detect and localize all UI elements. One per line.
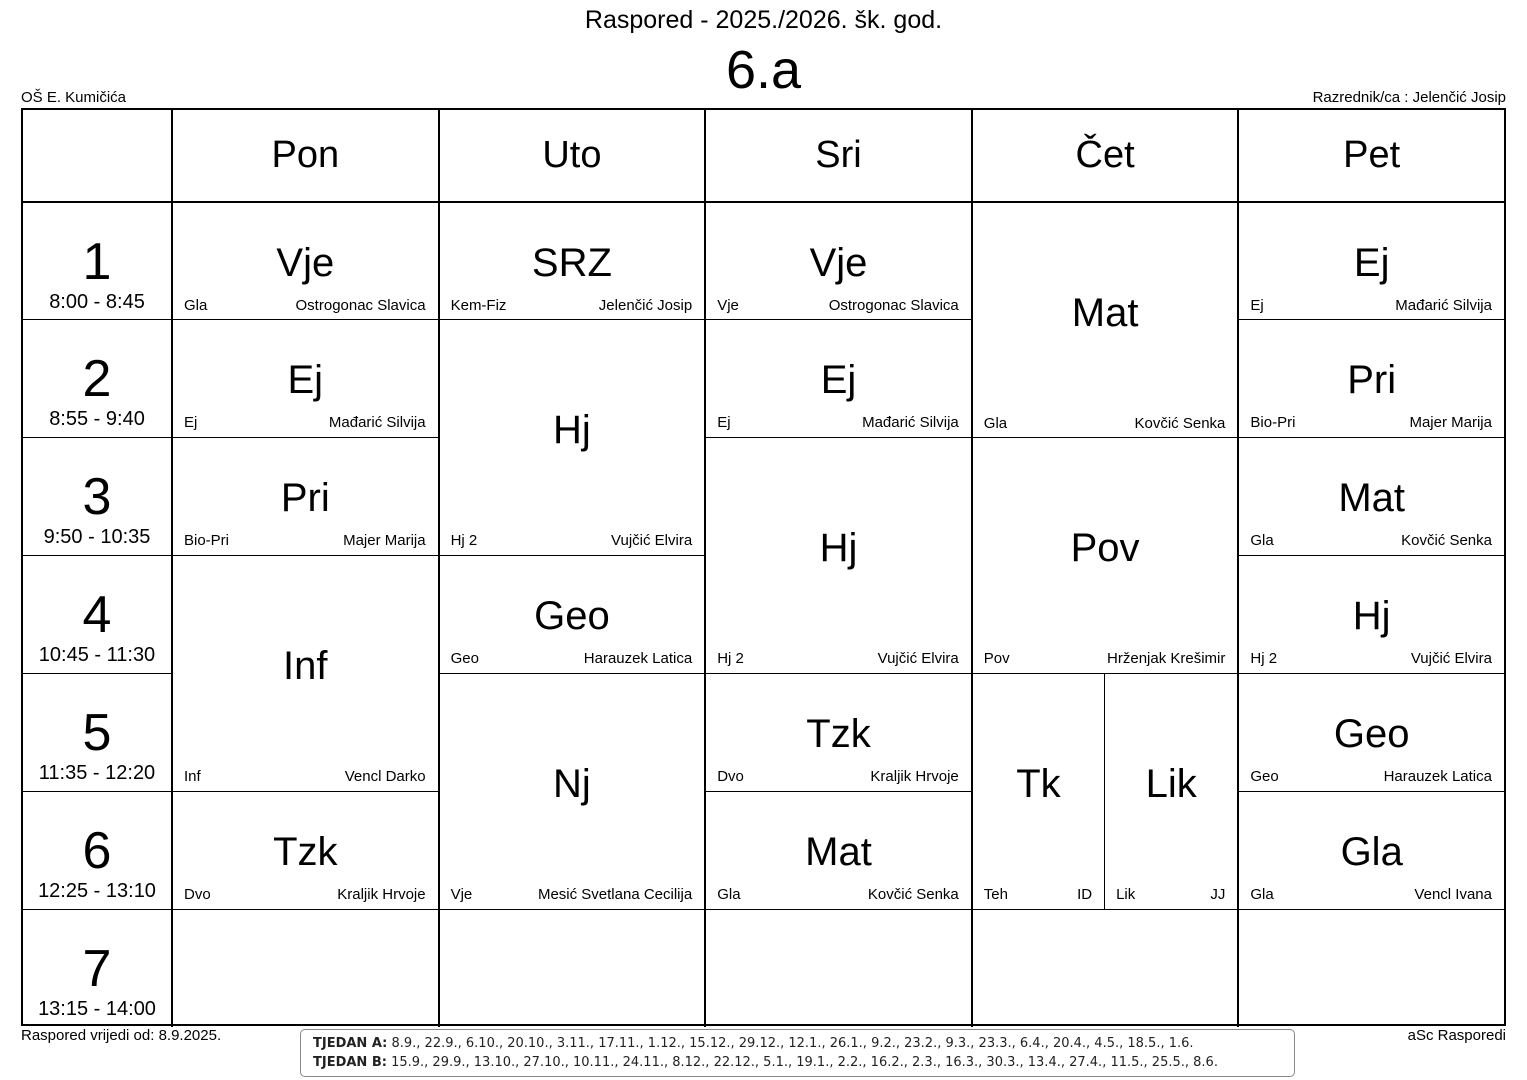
period-time: 12:25 - 13:10 — [38, 880, 156, 902]
lesson-subject: Mat — [1338, 476, 1406, 520]
lesson-subject: Tzk — [273, 830, 338, 874]
lesson-group: Ej — [717, 414, 731, 431]
empty-slot — [171, 909, 438, 1027]
lesson-teacher: Vencl Darko — [344, 768, 426, 785]
lesson-card — [1104, 673, 1237, 909]
day-header-4: Pet — [1237, 110, 1504, 201]
lesson-subject: Ej — [1353, 241, 1390, 285]
period-number: 4 — [82, 586, 112, 644]
lesson-card — [438, 673, 705, 909]
period-number: 5 — [82, 704, 112, 762]
period-time: 8:00 - 8:45 — [49, 291, 145, 313]
period-cell-6 — [23, 909, 171, 1027]
lesson-card — [704, 791, 971, 909]
class-name: 6.a — [725, 40, 802, 100]
lesson-card — [704, 673, 971, 791]
lesson-group: Gla — [717, 886, 741, 903]
corner-cell — [23, 110, 171, 201]
lesson-subject: Pov — [1070, 526, 1140, 570]
lesson-group: Ej — [184, 414, 198, 431]
week-a-dates: 8.9., 22.9., 6.10., 20.10., 3.11., 17.11., 1.12., 15.12., 29.12., 12.1., 26.1., 9.2., 23.2., 9.3., 23.3., 6.4., 20.4., 4.5., 18.5., 1.6. — [391, 1036, 1194, 1051]
period-number: 7 — [82, 940, 112, 998]
lesson-teacher: Majer Marija — [343, 532, 426, 549]
lesson-teacher: Vujčić Elvira — [611, 532, 693, 549]
lesson-teacher: Vujčić Elvira — [877, 650, 959, 667]
timetable-grid — [21, 108, 1506, 1026]
lesson-subject: Tk — [1016, 762, 1061, 806]
lesson-card — [704, 437, 971, 673]
lesson-group: Vje — [450, 886, 473, 903]
lesson-subject: Vje — [809, 241, 868, 285]
lesson-teacher: Harauzek Latica — [1383, 768, 1492, 785]
period-time: 13:15 - 14:00 — [38, 998, 156, 1020]
app-credit: aSc Rasporedi — [1407, 1027, 1506, 1044]
lesson-card — [1237, 791, 1504, 909]
school-name: OŠ E. Kumičića — [21, 89, 127, 106]
period-cell-4 — [23, 673, 171, 791]
lesson-group: Gla — [1250, 886, 1274, 903]
empty-slot — [1237, 909, 1504, 1027]
lesson-subject: Geo — [1333, 712, 1410, 756]
lesson-group: Dvo — [717, 768, 744, 785]
lesson-teacher: Kovčić Senka — [867, 886, 959, 903]
lesson-group: Hj 2 — [717, 650, 744, 667]
lesson-card — [438, 201, 705, 319]
lesson-subject: Pri — [280, 476, 330, 520]
lesson-group: Kem-Fiz — [450, 297, 507, 314]
lesson-teacher: JJ — [1210, 886, 1226, 903]
lesson-teacher: Mađarić Silvija — [862, 414, 959, 431]
lesson-teacher: Kraljik Hrvoje — [337, 886, 426, 903]
period-number: 2 — [82, 350, 112, 408]
lesson-teacher: Mađarić Silvija — [1395, 297, 1492, 314]
lesson-group: Vje — [717, 297, 739, 314]
lesson-subject: Geo — [534, 594, 610, 638]
lesson-subject: Ej — [820, 358, 857, 402]
lesson-teacher: Harauzek Latica — [583, 650, 693, 667]
lesson-card — [171, 201, 438, 319]
period-number: 6 — [82, 822, 112, 880]
period-cell-5 — [23, 791, 171, 909]
lesson-teacher: Kovčić Senka — [1134, 415, 1226, 432]
class-teacher: Razrednik/ca : Jelenčić Josip — [1312, 89, 1506, 106]
period-time: 11:35 - 12:20 — [38, 762, 156, 784]
lesson-teacher: Ostrogonac Slavica — [295, 297, 426, 314]
lesson-teacher: Hrženjak Krešimir — [1107, 650, 1226, 667]
lesson-subject: Gla — [1340, 830, 1403, 874]
period-cell-2 — [23, 437, 171, 555]
lesson-group: Hj 2 — [450, 532, 478, 549]
lesson-group: Pov — [983, 650, 1010, 667]
lesson-group: Gla — [983, 415, 1008, 432]
lesson-group: Teh — [983, 886, 1008, 903]
lesson-card — [971, 673, 1104, 909]
lesson-card — [1237, 319, 1504, 437]
lesson-subject: Nj — [553, 762, 591, 806]
lesson-group: Bio-Pri — [1250, 414, 1296, 431]
lesson-teacher: Kraljik Hrvoje — [870, 768, 959, 785]
lesson-card — [1237, 201, 1504, 319]
empty-slot — [971, 909, 1238, 1027]
lesson-group: Hj 2 — [1250, 650, 1278, 667]
day-header-1: Uto — [438, 110, 705, 201]
lesson-subject: Mat — [1071, 291, 1139, 335]
lesson-group: Geo — [450, 650, 479, 667]
lesson-card — [171, 437, 438, 555]
lesson-card — [171, 791, 438, 909]
week-a-row — [313, 1034, 1282, 1053]
lesson-subject: Inf — [283, 644, 328, 688]
lesson-subject: Vje — [276, 241, 335, 285]
lesson-subject: SRZ — [531, 241, 612, 285]
week-b-dates: 15.9., 29.9., 13.10., 27.10., 10.11., 24.11., 8.12., 22.12., 5.1., 19.1., 2.2., 16.2., 2.3., 16.3., 30.3., 13.4., 27.4., 11.5., 25.5., 8.6. — [391, 1055, 1218, 1070]
empty-slot — [438, 909, 705, 1027]
lesson-subject: Hj — [553, 408, 591, 452]
lesson-subject: Tzk — [806, 712, 871, 756]
period-time: 10:45 - 11:30 — [38, 644, 156, 666]
lesson-teacher: Kovčić Senka — [1401, 532, 1492, 549]
lesson-group: Gla — [1250, 532, 1274, 549]
lesson-card — [438, 555, 705, 673]
lesson-teacher: ID — [1077, 886, 1093, 903]
week-schedule-box — [300, 1029, 1295, 1077]
week-b-row — [313, 1053, 1282, 1072]
lesson-card — [1237, 437, 1504, 555]
lesson-group: Dvo — [184, 886, 211, 903]
lesson-card — [704, 319, 971, 437]
lesson-group: Ej — [1250, 297, 1264, 314]
lesson-subject: Pri — [1347, 358, 1397, 402]
lesson-teacher: Vujčić Elvira — [1410, 650, 1492, 667]
day-header-2: Sri — [704, 110, 971, 201]
lesson-subject: Hj — [819, 526, 858, 570]
period-number: 3 — [82, 468, 112, 526]
week-a-label: TJEDAN A: — [313, 1036, 388, 1051]
lesson-subject: Mat — [805, 830, 872, 874]
lesson-subject: Lik — [1145, 762, 1197, 806]
timetable-title: Raspored - 2025./2026. šk. god. — [584, 6, 943, 34]
period-cell-0 — [23, 201, 171, 319]
period-time: 9:50 - 10:35 — [43, 526, 151, 548]
lesson-teacher: Mađarić Silvija — [328, 414, 426, 431]
lesson-card — [171, 555, 438, 791]
lesson-card — [971, 201, 1238, 437]
day-header-3: Čet — [971, 110, 1238, 201]
period-cell-3 — [23, 555, 171, 673]
lesson-subject: Ej — [287, 358, 324, 402]
period-time: 8:55 - 9:40 — [49, 408, 145, 430]
period-number: 1 — [82, 233, 112, 291]
lesson-group: Lik — [1116, 886, 1136, 903]
lesson-subject: Hj — [1352, 594, 1391, 638]
lesson-group: Gla — [184, 297, 208, 314]
lesson-group: Inf — [184, 768, 201, 785]
lesson-card — [704, 201, 971, 319]
week-b-label: TJEDAN B: — [313, 1055, 387, 1070]
day-header-0: Pon — [171, 110, 438, 201]
lesson-group: Bio-Pri — [184, 532, 230, 549]
validity-note: Raspored vrijedi od: 8.9.2025. — [21, 1027, 222, 1044]
lesson-teacher: Jelenčić Josip — [598, 297, 693, 314]
lesson-teacher: Majer Marija — [1409, 414, 1492, 431]
lesson-card — [171, 319, 438, 437]
lesson-card — [438, 319, 705, 555]
empty-slot — [704, 909, 971, 1027]
lesson-teacher: Mesić Svetlana Cecilija — [537, 886, 693, 903]
lesson-card — [971, 437, 1238, 673]
lesson-teacher: Ostrogonac Slavica — [828, 297, 959, 314]
lesson-teacher: Vencl Ivana — [1414, 886, 1492, 903]
period-cell-1 — [23, 319, 171, 437]
lesson-card — [1237, 555, 1504, 673]
lesson-card — [1237, 673, 1504, 791]
lesson-group: Geo — [1250, 768, 1279, 785]
